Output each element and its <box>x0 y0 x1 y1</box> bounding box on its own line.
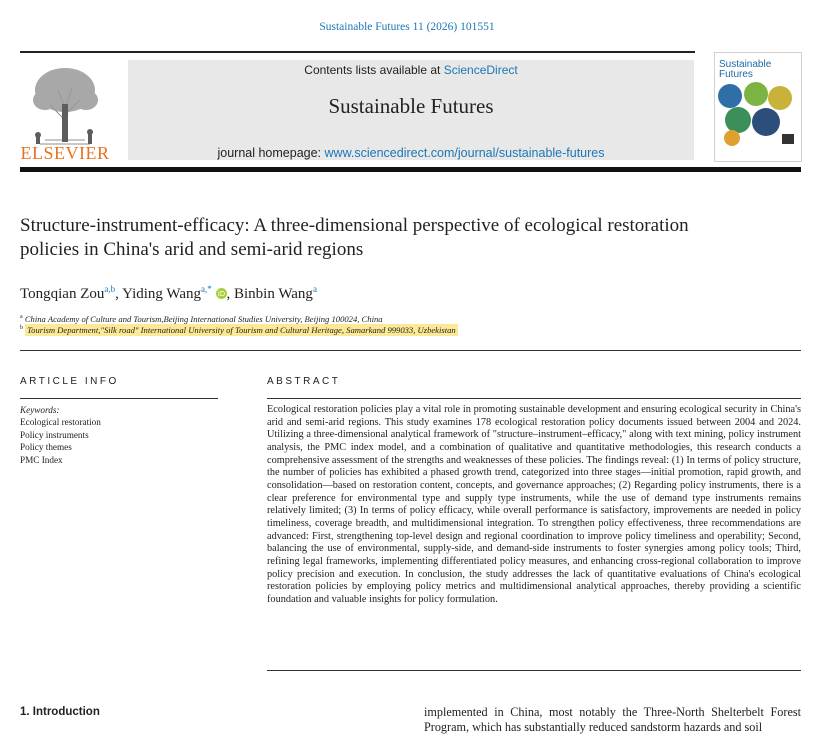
abstract-heading: ABSTRACT <box>267 376 341 387</box>
cover-title-line1: Sustainable <box>719 59 772 70</box>
author-name[interactable]: Tongqian Zou <box>20 286 105 302</box>
svg-text:iD: iD <box>217 290 225 298</box>
affiliation-a <box>20 314 383 324</box>
keywords-block <box>20 404 101 466</box>
affiliation-mark: b <box>20 325 23 331</box>
affiliation-text-highlighted: Tourism Department,"Silk road" International University of Tourism and Cultural Heritage, Samarkand 999033, Uzbekistan <box>27 325 456 335</box>
contents-line <box>128 63 694 77</box>
author-name[interactable]: Binbin Wang <box>234 286 313 302</box>
homepage-prefix: journal homepage: <box>217 146 325 160</box>
affiliation-mark: a <box>20 314 23 320</box>
keyword: Ecological restoration <box>20 417 101 428</box>
journal-title: Sustainable Futures <box>328 94 494 118</box>
keyword: Policy themes <box>20 442 72 453</box>
contents-prefix: Contents lists available at <box>304 63 444 77</box>
affiliation-b <box>20 325 458 335</box>
elsevier-wordmark[interactable]: ELSEVIER <box>20 143 110 163</box>
keywords-label: Keywords: <box>20 405 60 415</box>
author-affiliation-mark[interactable]: a <box>312 284 317 294</box>
header-top-rule <box>20 51 695 53</box>
article-info-heading: ARTICLE INFO <box>20 376 119 387</box>
author-name[interactable]: Yiding Wang <box>122 286 201 302</box>
introduction-heading: 1. Introduction <box>20 706 100 718</box>
abstract-rule <box>267 398 801 399</box>
orcid-icon[interactable] <box>216 288 227 299</box>
journal-citation[interactable]: Sustainable Futures 11 (2026) 101551 <box>319 21 495 33</box>
homepage-line <box>128 146 694 160</box>
author-affiliation-mark[interactable]: a,* <box>201 284 212 294</box>
journal-homepage-link[interactable]: www.sciencedirect.com/journal/sustainable-futures <box>324 146 605 160</box>
author-list: Tongqian Zou$^{a,b}$, Yiding Wang$^{a,*}$ iD , Binbin Wang$^a$ <box>20 284 317 302</box>
section-divider <box>20 350 801 351</box>
cover-title-line2: Futures <box>719 69 753 80</box>
affiliation-text: China Academy of Culture and Tourism,Beijing International Studies University, Beijing 100024, China <box>24 314 383 324</box>
article-info-rule <box>20 398 218 399</box>
abstract-text: Ecological restoration policies play a vital role in promoting sustainable development and ensuring ecological security in China's arid and semi-arid regions. This study examines 178 ecological restoration policy documents issued between 2004 and 2024. Utilizing a three-dimensional analytical framework of "structure–instrument–efficacy," along with text mining, policy instrument analysis, the PMC index model, and a combination of qualitative and quantitative methodologies, this research conducts a comprehensive assessment of the strengths and weaknesses of these policies. The findings reveal: (1) In terms of policy structure, the number of policies has exhibited a phased growth trend, categorized into three stages—initial promotion, rapid growth, and consolidation—based on restoration content, concepts, and governance approaches; (2) Regarding policy instruments, there is a clear preference for environmental type and supply type instruments, while the use of demand type instruments remains relatively limited; (3) In terms of policy efficacy, while overall performance is satisfactory, improvements are needed in policy timeliness, coverage breadth, and multidimensional integration. To strengthen policy effectiveness, three recommendations are advanced: First, strengthening top-level design and regional coordination to improve policy timeliness and operability; Second, balancing the use of environmental, supply-side, and demand-side instruments to foster synergies among policy tools; Third, refining legal frameworks, implementing differentiated policy measures, and enhancing cross-regional collaboration to improve policy precision and execution. In conclusion, the study addresses the lack of quantitative evaluations of China's ecological restoration policies by employing policy metrics and multidimensional analytical approaches, thereby providing a scientific foundation and valuable insights for policy formulation. <box>267 404 801 605</box>
author-affiliation-mark[interactable]: a,b <box>104 284 116 294</box>
keyword: Policy instruments <box>20 429 89 440</box>
article-title: Structure-instrument-efficacy: A three-dimensional perspective of ecological restoration policies in China's arid and semi-arid regions <box>20 215 689 260</box>
abstract-bottom-rule <box>267 670 801 671</box>
sciencedirect-link[interactable]: ScienceDirect <box>443 63 518 77</box>
cover-title <box>719 60 771 80</box>
body-text: implemented in China, most notably the Three-North Shelterbelt Forest Program, which has substantially reduced sandstorm hazards and soil <box>424 705 801 734</box>
cover-image <box>716 80 798 146</box>
header-bottom-rule <box>20 167 801 172</box>
keyword: PMC Index <box>20 454 63 465</box>
